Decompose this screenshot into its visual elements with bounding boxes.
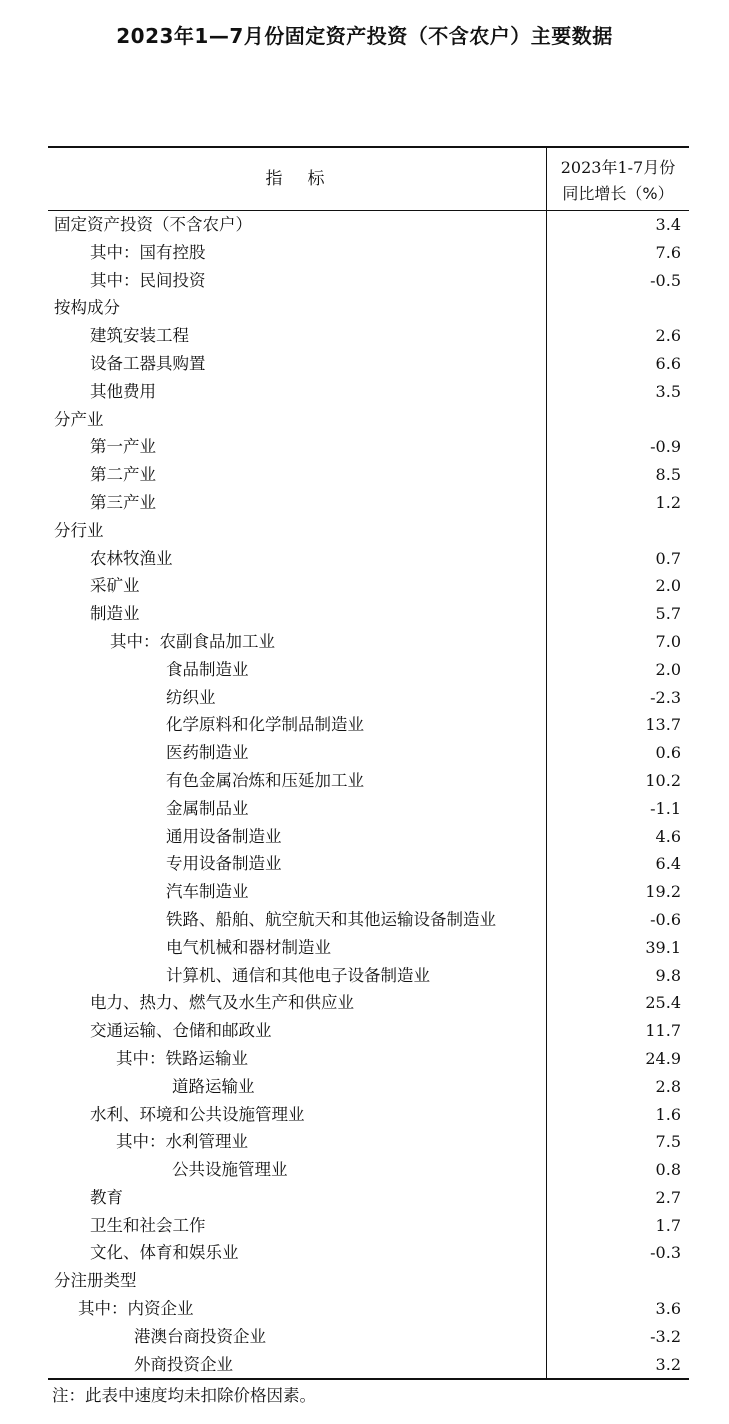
row-value: 4.6: [655, 826, 681, 846]
row-value: 0.8: [655, 1160, 681, 1180]
row-label-text: 第二产业: [90, 465, 156, 485]
table-row: [48, 878, 689, 906]
table-row: [48, 1156, 689, 1184]
table-row: [48, 322, 689, 350]
table-row: [48, 267, 689, 295]
header-value-line2: 同比增长（%）: [562, 184, 674, 203]
table-row: [48, 767, 689, 795]
table-row: [48, 1017, 689, 1045]
row-label-text: 内资企业: [127, 1299, 194, 1319]
row-label-text: 有色金属冶炼和压延加工业: [166, 770, 364, 790]
row-prefix: 其中：: [116, 1048, 166, 1068]
row-label: [166, 795, 249, 823]
row-label-text: 其他费用: [90, 381, 156, 401]
row-label-text: 通用设备制造业: [166, 826, 282, 846]
table-row: [48, 1323, 689, 1351]
row-label: [90, 239, 206, 267]
row-value: -1.1: [650, 798, 681, 818]
row-label-text: 金属制品业: [166, 798, 249, 818]
row-label-text: 农林牧渔业: [90, 548, 173, 568]
row-label-text: 纺织业: [166, 687, 216, 707]
row-prefix: 其中：: [78, 1299, 128, 1319]
row-label-text: 水利、环境和公共设施管理业: [90, 1104, 305, 1124]
row-value: 13.7: [645, 715, 681, 735]
row-value: 2.8: [655, 1076, 681, 1096]
row-value: 6.6: [655, 353, 681, 373]
row-value: 3.4: [655, 215, 681, 234]
row-value: 1.2: [655, 492, 681, 512]
row-label-text: 第一产业: [90, 437, 156, 457]
table-row: [48, 823, 689, 851]
row-label-text: 电气机械和器材制造业: [166, 937, 331, 957]
row-label: [90, 989, 354, 1017]
row-value: 2.0: [655, 576, 681, 596]
table-row: [48, 1239, 689, 1267]
row-value: 7.0: [655, 631, 681, 651]
row-label: [166, 767, 364, 795]
row-label: [54, 1267, 137, 1295]
row-label-text: 建筑安装工程: [90, 326, 189, 346]
row-label: [116, 1045, 248, 1073]
row-label: [90, 545, 173, 573]
row-label: [90, 433, 156, 461]
row-value: 3.5: [655, 381, 681, 401]
table-row: [48, 739, 689, 767]
row-label: [90, 322, 189, 350]
table-row: [48, 433, 689, 461]
row-label-text: 化学原料和化学制品制造业: [166, 715, 364, 735]
table-row: [48, 850, 689, 878]
table-row: [48, 962, 689, 990]
table-row: [48, 1351, 689, 1379]
row-value: 3.2: [655, 1354, 681, 1374]
row-value: 11.7: [645, 1021, 681, 1041]
table-row: [48, 1045, 689, 1073]
row-value: 10.2: [645, 770, 681, 790]
row-label: [166, 711, 364, 739]
row-value: -3.2: [650, 1326, 681, 1346]
row-label: [54, 294, 120, 322]
row-value: 7.6: [655, 242, 681, 262]
row-label-text: 港澳台商投资企业: [134, 1326, 266, 1346]
row-label-text: 固定资产投资（不含农户）: [54, 215, 252, 234]
table-row: [48, 1128, 689, 1156]
table-row: [48, 294, 689, 322]
row-value: 9.8: [655, 965, 681, 985]
row-label: [166, 906, 496, 934]
header-value: [546, 148, 689, 210]
row-value: 2.6: [655, 326, 681, 346]
table-row: [48, 1267, 689, 1295]
table-row: [48, 934, 689, 962]
row-label-text: 按构成分: [54, 298, 120, 318]
table-row: [48, 239, 689, 267]
row-value: 7.5: [655, 1132, 681, 1152]
row-label: [166, 962, 430, 990]
row-prefix: 其中：: [110, 631, 160, 651]
row-value: 25.4: [645, 993, 681, 1013]
row-label: [172, 1156, 288, 1184]
row-label-text: 交通运输、仓储和邮政业: [90, 1021, 272, 1041]
table-row: [48, 211, 689, 239]
header-indicator: 指 标: [265, 169, 329, 189]
table-row: [48, 350, 689, 378]
row-label: [116, 1128, 248, 1156]
row-label-text: 文化、体育和娱乐业: [90, 1243, 239, 1263]
row-label: [166, 823, 282, 851]
table-row: [48, 1101, 689, 1129]
table-body: [48, 211, 689, 1378]
page-title: 2023年1—7月份固定资产投资（不含农户）主要数据: [116, 24, 613, 48]
row-value: -0.5: [650, 270, 681, 290]
row-label: [90, 267, 206, 295]
row-label: [172, 1073, 255, 1101]
row-label: [90, 461, 156, 489]
row-prefix: 其中：: [116, 1132, 166, 1152]
row-label: [90, 572, 140, 600]
row-label-text: 分产业: [54, 409, 104, 429]
row-label: [134, 1351, 233, 1379]
row-label-text: 公共设施管理业: [172, 1160, 288, 1180]
table-row: [48, 517, 689, 545]
row-label: [166, 934, 331, 962]
table-row: [48, 711, 689, 739]
table-row: [48, 795, 689, 823]
row-value: 2.0: [655, 659, 681, 679]
row-label: [54, 211, 252, 239]
row-label-text: 医药制造业: [166, 743, 249, 763]
row-label: [90, 489, 156, 517]
row-value: 8.5: [655, 465, 681, 485]
row-label-text: 分注册类型: [54, 1271, 137, 1291]
row-label-text: 食品制造业: [166, 659, 249, 679]
table-row: [48, 628, 689, 656]
row-label: [54, 517, 104, 545]
row-label: [90, 350, 206, 378]
row-label-text: 制造业: [90, 604, 140, 624]
row-value: 24.9: [645, 1048, 681, 1068]
row-label-text: 分行业: [54, 520, 104, 540]
row-label-text: 教育: [90, 1187, 123, 1207]
row-value: -0.9: [650, 437, 681, 457]
table-row: [48, 461, 689, 489]
row-label-text: 道路运输业: [172, 1076, 255, 1096]
table-row: [48, 545, 689, 573]
row-label: [78, 1295, 194, 1323]
row-value: -0.6: [650, 909, 681, 929]
row-value: 5.7: [655, 604, 681, 624]
data-table: [48, 146, 689, 1380]
table-row: [48, 572, 689, 600]
row-value: -0.3: [650, 1243, 681, 1263]
table-header: [48, 148, 689, 211]
row-label: [54, 406, 104, 434]
row-label: [90, 1101, 305, 1129]
row-value: 1.6: [655, 1104, 681, 1124]
table-row: [48, 1073, 689, 1101]
row-label: [90, 1212, 206, 1240]
row-label: [166, 850, 282, 878]
row-label: [166, 739, 249, 767]
row-value: 3.6: [655, 1299, 681, 1319]
row-label: [134, 1323, 266, 1351]
row-label: [166, 656, 249, 684]
row-label-text: 铁路、船舶、航空航天和其他运输设备制造业: [166, 909, 496, 929]
table-row: [48, 1184, 689, 1212]
row-label-text: 电力、热力、燃气及水生产和供应业: [90, 993, 354, 1013]
row-label: [166, 684, 216, 712]
table-row: [48, 489, 689, 517]
row-label-text: 农副食品加工业: [159, 631, 275, 651]
row-label-text: 设备工器具购置: [90, 353, 206, 373]
table-row: [48, 906, 689, 934]
row-label: [90, 1017, 272, 1045]
row-value: -2.3: [650, 687, 681, 707]
table-row: [48, 600, 689, 628]
table-row: [48, 684, 689, 712]
row-value: 6.4: [655, 854, 681, 874]
row-value: 19.2: [645, 882, 681, 902]
header-value-line1: 2023年1-7月份: [560, 158, 676, 177]
row-label: [110, 628, 275, 656]
table-row: [48, 378, 689, 406]
row-value: 1.7: [655, 1215, 681, 1235]
row-label: [90, 1239, 239, 1267]
row-label-text: 其中：民间投资: [90, 270, 206, 290]
row-label-text: 外商投资企业: [134, 1354, 233, 1374]
row-label-text: 其中：国有控股: [90, 242, 206, 262]
row-value: 0.6: [655, 743, 681, 763]
table-row: [48, 1212, 689, 1240]
table-row: [48, 656, 689, 684]
row-value: 2.7: [655, 1187, 681, 1207]
table-row: [48, 989, 689, 1017]
row-label: [166, 878, 249, 906]
row-label-text: 卫生和社会工作: [90, 1215, 206, 1235]
row-label: [90, 1184, 123, 1212]
row-label-text: 铁路运输业: [165, 1048, 248, 1068]
row-label-text: 专用设备制造业: [166, 854, 282, 874]
row-label: [90, 378, 156, 406]
table-row: [48, 1295, 689, 1323]
footnote: 注：此表中速度均未扣除价格因素。: [52, 1386, 316, 1405]
row-label-text: 水利管理业: [165, 1132, 248, 1152]
row-value: 0.7: [655, 548, 681, 568]
row-label-text: 汽车制造业: [166, 882, 249, 902]
table-row: [48, 406, 689, 434]
row-label-text: 第三产业: [90, 492, 156, 512]
row-label: [90, 600, 140, 628]
row-label-text: 采矿业: [90, 576, 140, 596]
row-label-text: 计算机、通信和其他电子设备制造业: [166, 965, 430, 985]
row-value: 39.1: [645, 937, 681, 957]
